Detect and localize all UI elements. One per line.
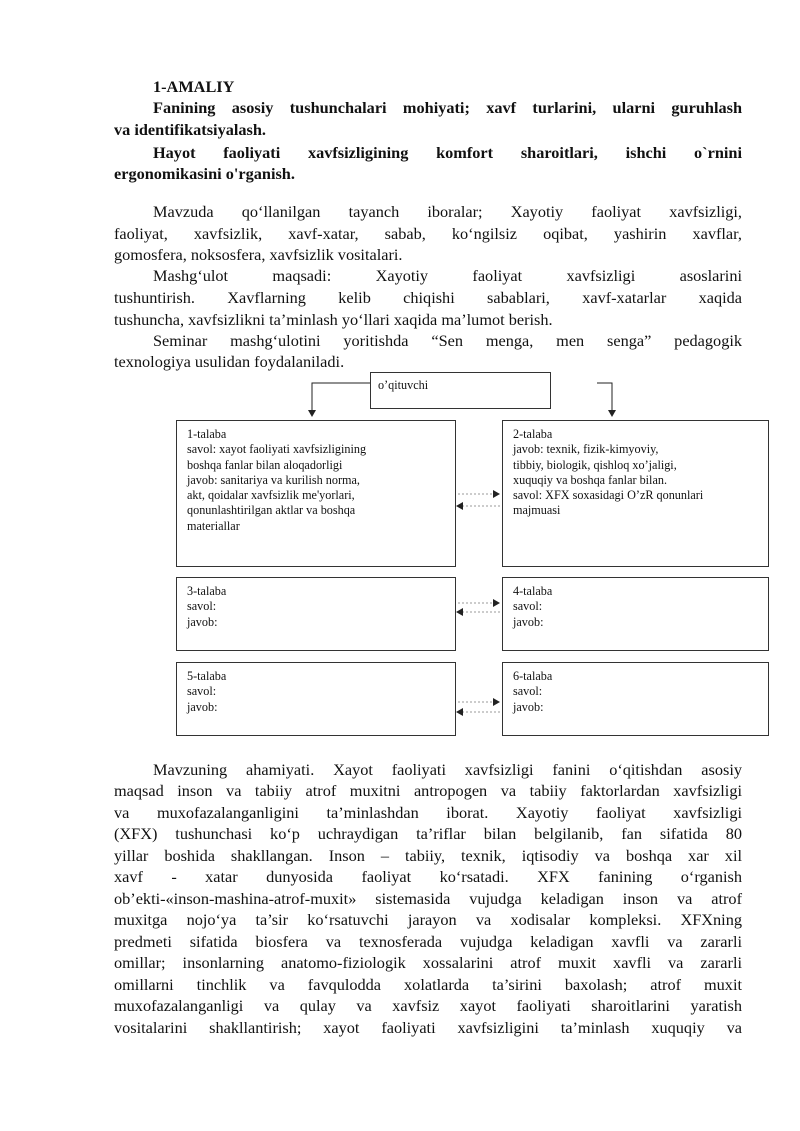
student-name: 5-talaba [187, 669, 227, 683]
box-line: xuquqiy va boshqa fanlar bilan. [513, 472, 667, 487]
box-line: javob: texnik, fizik-kimyoviy, [513, 442, 659, 457]
body-line: omillar; insonlarning anatomo-fiziologik xossalarini atrof muxit xavfli va zararli [114, 953, 742, 972]
intro-line: Mavzuda qo‘llanilgan tayanch iboralar; Xayotiy faoliyat xavfsizligi, [153, 202, 742, 221]
box-line: savol: [513, 684, 543, 699]
box-line: savol: [513, 599, 543, 614]
body-line: (XFX) tushunchasi ko‘p uchraydigan ta’riflar bilan belgilanib, fan sifatida 80 [114, 824, 742, 843]
topic-line: ergonomikasini o'rganish. [114, 164, 295, 183]
section-title: 1-AMALIY [153, 77, 235, 96]
arrow-teacher-to-student2 [597, 383, 612, 416]
body-line: muxitga nojo‘ya ta’sir ko‘rsatuvchi jarayon va xodisalar kompleksi. XFXning [114, 910, 742, 929]
box-line: javob: [513, 614, 544, 629]
body-line: muxofazalanganligi va qulay va xavfsiz xayot faoliyati sharoitlarini yaratish [114, 996, 742, 1015]
box-line: akt, qoidalar xavfsizlik me'yorlari, [187, 488, 355, 503]
box-line: boshqa fanlar bilan aloqadorligi [187, 457, 343, 472]
student-name: 6-talaba [513, 669, 553, 683]
body-line: vositalarini shakllantirish; xayot faoliyati xavfsizligini ta’minlash xuquqiy va [114, 1018, 742, 1037]
intro-line: faoliyat, xavfsizlik, xavf-xatar, sabab, ko‘ngilsiz oqibat, yashirin xavflar, [114, 224, 742, 243]
box-line: savol: [187, 684, 217, 699]
student-name: 2-talaba [513, 427, 553, 441]
student-3-box [176, 577, 456, 651]
student-1-box [176, 420, 456, 567]
student-6-box [502, 662, 769, 736]
body-line: ob’ekti-«inson-mashina-atrof-muxit» sistemasida vujudga keladigan inson va atrof [114, 889, 742, 908]
body-line: predmeti sifatida biosfera va texnosferada vujudga keladigan xavfli va zararli [114, 932, 742, 951]
box-line: tibbiy, biologik, qishloq xo’jaligi, [513, 457, 677, 472]
box-line: savol: xayot faoliyati xavfsizligining [187, 442, 367, 457]
body-line: yillar boshida shakllangan. Inson – tabiiy, texnik, iqtisodiy va boshqa xar xil [114, 846, 742, 865]
box-line: savol: XFX soxasidagi O’zR qonunlari [513, 488, 704, 503]
body-line: xavf - xatar dunyosida faoliyat ko‘rsatadi. XFX fanining o‘rganish [114, 867, 742, 886]
box-line: savol: [187, 599, 217, 614]
box-line: javob: [187, 699, 218, 714]
box-line: javob: [513, 699, 544, 714]
topic-line: Hayot faoliyati xavfsizligining komfort sharoitlari, ishchi o`rnini [153, 143, 742, 162]
student-5-box [176, 662, 456, 736]
teacher-box [370, 372, 551, 409]
student-2-box [502, 420, 769, 567]
body-line: omillarni tinchlik va favqulodda xolatlarda ta’sirini baxolash; atrof muxit [114, 975, 742, 994]
arrow-teacher-to-student1 [312, 383, 370, 416]
intro-line: tushuntirish. Xavflarning kelib chiqishi sabablari, xavf-xatarlar xaqida [114, 288, 742, 307]
topic-line: va identifikatsiyalash. [114, 120, 266, 139]
student-name: 1-talaba [187, 427, 227, 441]
body-line: maqsad inson va tabiiy atrof muxitni antropogen va tabiiy faktorlardan xavfsizligi [114, 781, 742, 800]
box-line: javob: sanitariya va kurilish norma, [187, 472, 360, 487]
box-line: javob: [187, 614, 218, 629]
intro-line: texnologiya usulidan foydalaniladi. [114, 352, 345, 371]
intro-line: gomosfera, noksosfera, xavfsizlik vositalari. [114, 245, 403, 264]
box-line: qonunlashtirilgan aktlar va boshqa [187, 503, 356, 518]
topic-line: Fanining asosiy tushunchalari mohiyati; xavf turlarini, ularni guruhlash [153, 98, 742, 117]
box-line: materiallar [187, 518, 240, 533]
student-4-box [502, 577, 769, 651]
intro-line: tushuncha, xavfsizlikni ta’minlash yo‘llari xaqida ma’lumot berish. [114, 310, 553, 329]
body-line: va muxofazalanganligini ta’minlashdan iborat. Xayotiy faoliyat xavfsizligi [114, 803, 742, 822]
intro-line: Mashg‘ulot maqsadi: Xayotiy faoliyat xavfsizligi asoslarini [153, 266, 742, 285]
student-name: 3-talaba [187, 584, 227, 598]
intro-line: Seminar mashg‘ulotini yoritishda “Sen menga, men senga” pedagogik [153, 331, 742, 350]
teacher-label: o’qituvchi [378, 378, 429, 392]
box-line: majmuasi [513, 503, 561, 518]
body-line: Mavzuning ahamiyati. Xayot faoliyati xavfsizligi fanini o‘qitishdan asosiy [153, 760, 742, 779]
student-name: 4-talaba [513, 584, 553, 598]
